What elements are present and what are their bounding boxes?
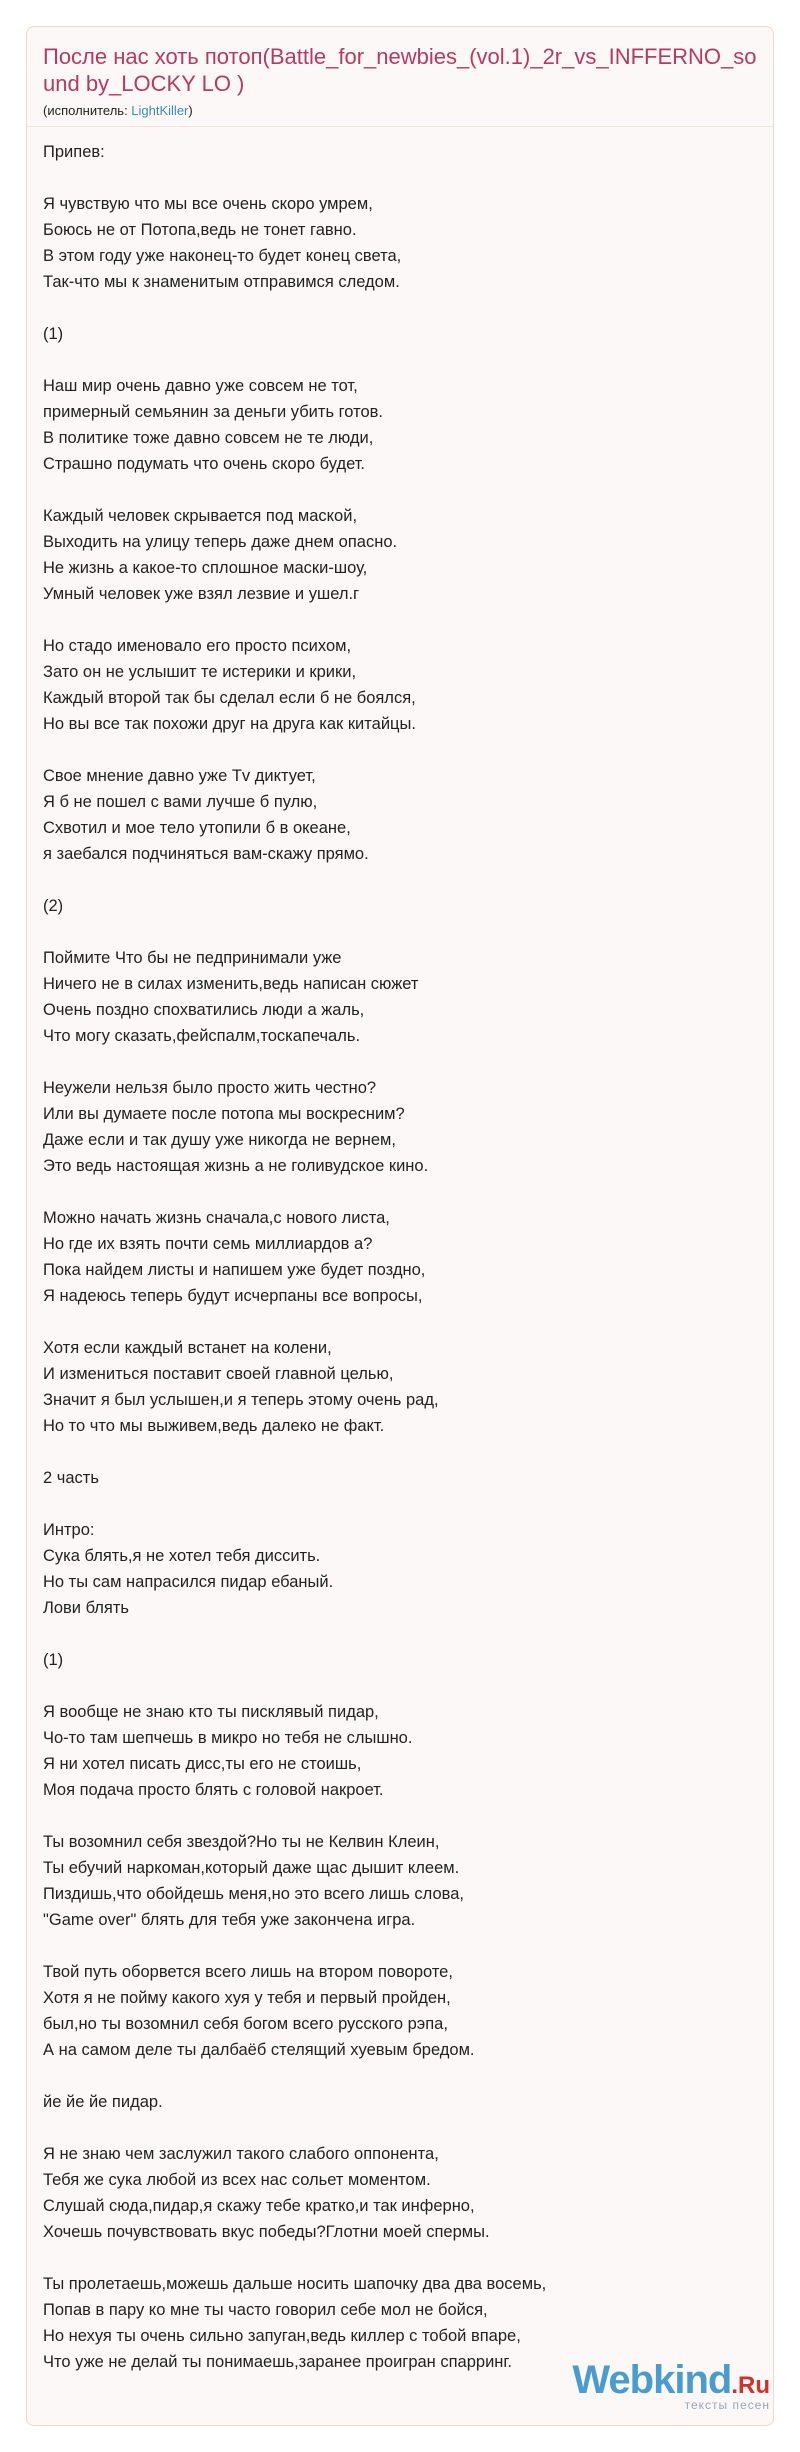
artist-suffix: ) bbox=[188, 103, 193, 118]
lyrics-line: Я ни хотел писать дисс,ты его не стоишь, bbox=[43, 1755, 362, 1773]
site-logo[interactable] bbox=[560, 2358, 770, 2418]
lyrics-line: (2) bbox=[43, 897, 64, 915]
lyrics-body bbox=[27, 127, 773, 2375]
lyrics-line: Интро: bbox=[43, 1521, 95, 1539]
lyrics-line: Очень поздно спохватились люди а жаль, bbox=[43, 1001, 365, 1019]
lyrics-card bbox=[26, 26, 774, 2426]
lyrics-line: Но где их взять почти семь миллиардов а? bbox=[43, 1235, 373, 1253]
lyrics-line: Выходить на улицу теперь даже днем опасно. bbox=[43, 533, 398, 551]
lyrics-blank-line bbox=[43, 1309, 757, 1335]
lyrics-blank-line bbox=[43, 737, 757, 763]
lyrics-line: Так-что мы к знаменитым отправимся следом. bbox=[43, 273, 400, 291]
lyrics-line: я заебался подчиняться вам-скажу прямо. bbox=[43, 845, 369, 863]
lyrics-line: Слушай сюда,пидар,я скажу тебе кратко,и так инферно, bbox=[43, 2197, 475, 2215]
lyrics-blank-line bbox=[43, 1933, 757, 1959]
lyrics-line: Боюсь не от Потопа,ведь не тонет гавно. bbox=[43, 221, 357, 239]
lyrics-line: Неужели нельзя было просто жить честно? bbox=[43, 1079, 377, 1097]
song-header bbox=[27, 27, 773, 127]
lyrics-line: Схвотил и мое тело утопили б в океане, bbox=[43, 819, 351, 837]
lyrics-line: Зато он не услышит те истерики и крики, bbox=[43, 663, 357, 681]
lyrics-blank-line bbox=[43, 2063, 757, 2089]
lyrics-blank-line bbox=[43, 347, 757, 373]
lyrics-line: Попав в пару ко мне ты часто говорил себе мол не бойся, bbox=[43, 2301, 488, 2319]
lyrics-blank-line bbox=[43, 2115, 757, 2141]
lyrics-line: Но ты сам напрасился пидар ебаный. bbox=[43, 1573, 334, 1591]
lyrics-line: 2 часть bbox=[43, 1469, 99, 1487]
lyrics-line: Ты возомнил себя звездой?Но ты не Келвин Клеин, bbox=[43, 1833, 440, 1851]
lyrics-line: Ничего не в силах изменить,ведь написан сюжет bbox=[43, 975, 419, 993]
lyrics-blank-line bbox=[43, 867, 757, 893]
artist-prefix: (исполнитель: bbox=[43, 103, 132, 118]
lyrics-line: Что уже не делай ты понимаешь,заранее проигран спарринг. bbox=[43, 2353, 513, 2371]
lyrics-line: Ты пролетаешь,можешь дальше носить шапочку два два восемь, bbox=[43, 2275, 547, 2293]
lyrics-blank-line bbox=[43, 1049, 757, 1075]
lyrics-line: Умный человек уже взял лезвие и ушел.г bbox=[43, 585, 360, 603]
lyrics-line: Хочешь почувствовать вкус победы?Глотни моей спермы. bbox=[43, 2223, 490, 2241]
lyrics-line: В политике тоже давно совсем не те люди, bbox=[43, 429, 374, 447]
lyrics-line: Хотя я не пойму какого хуя у тебя и первый пройден, bbox=[43, 1989, 451, 2007]
lyrics-blank-line bbox=[43, 2245, 757, 2271]
lyrics-line: Я не знаю чем заслужил такого слабого оппонента, bbox=[43, 2145, 439, 2163]
logo-subtitle: тексты песен bbox=[684, 2398, 770, 2412]
lyrics-line: Каждый второй так бы сделал если б не боялся, bbox=[43, 689, 416, 707]
lyrics-blank-line bbox=[43, 295, 757, 321]
lyrics-line: был,но ты возомнил себя богом всего русского рэпа, bbox=[43, 2015, 448, 2033]
lyrics-line: Страшно подумать что очень скоро будет. bbox=[43, 455, 366, 473]
lyrics-line: Но вы все так похожи друг на друга как китайцы. bbox=[43, 715, 416, 733]
lyrics-line: Чо-то там шепчешь в микро но тебя не слышно. bbox=[43, 1729, 413, 1747]
lyrics-blank-line bbox=[43, 1673, 757, 1699]
lyrics-line: Каждый человек скрывается под маской, bbox=[43, 507, 358, 525]
logo-main-text: Webkind bbox=[572, 2358, 732, 2402]
lyrics-blank-line bbox=[43, 1803, 757, 1829]
lyrics-line: И измениться поставит своей главной целью, bbox=[43, 1365, 394, 1383]
lyrics-blank-line bbox=[43, 165, 757, 191]
lyrics-line: Свое мнение давно уже Tv диктует, bbox=[43, 767, 316, 785]
lyrics-blank-line bbox=[43, 919, 757, 945]
lyrics-line: Но нехуя ты очень сильно запуган,ведь киллер с тобой впаре, bbox=[43, 2327, 521, 2345]
lyrics-line: Тебя же сука любой из всех нас сольет моментом. bbox=[43, 2171, 431, 2189]
lyrics-line: Наш мир очень давно уже совсем не тот, bbox=[43, 377, 358, 395]
lyrics-line: Я б не пошел с вами лучше б пулю, bbox=[43, 793, 318, 811]
lyrics-line: Моя подача просто блять с головой накроет. bbox=[43, 1781, 384, 1799]
lyrics-blank-line bbox=[43, 1621, 757, 1647]
lyrics-line: (1) bbox=[43, 1651, 64, 1669]
lyrics-line: Но то что мы выживем,ведь далеко не факт. bbox=[43, 1417, 385, 1435]
lyrics-line: Можно начать жизнь сначала,с нового листа, bbox=[43, 1209, 390, 1227]
lyrics-line: Поймите Что бы не педпринимали уже bbox=[43, 949, 342, 967]
lyrics-line: Пока найдем листы и напишем уже будет поздно, bbox=[43, 1261, 426, 1279]
lyrics-blank-line bbox=[43, 477, 757, 503]
lyrics-line: Что могу сказать,фейспалм,тоскапечаль. bbox=[43, 1027, 361, 1045]
lyrics-line: Но стадо именовало его просто психом, bbox=[43, 637, 352, 655]
lyrics-line: Или вы думаете после потопа мы воскресним? bbox=[43, 1105, 405, 1123]
song-title: После нас хоть потоп(Battle_for_newbies_(vol.1)_2r_vs_INFFERNO_sound by_LOCKY LO ) bbox=[43, 44, 757, 96]
logo-tld-text: .Ru bbox=[731, 2372, 770, 2399]
lyrics-line: Пиздишь,что обойдешь меня,но это всего лишь слова, bbox=[43, 1885, 464, 1903]
lyrics-line: Я надеюсь теперь будут исчерпаны все вопросы, bbox=[43, 1287, 423, 1305]
lyrics-line: Это ведь настоящая жизнь а не голивудское кино. bbox=[43, 1157, 429, 1175]
lyrics-line: Значит я был услышен,и я теперь этому очень рад, bbox=[43, 1391, 439, 1409]
lyrics-line: Я чувствую что мы все очень скоро умрем, bbox=[43, 195, 373, 213]
lyrics-blank-line bbox=[43, 1491, 757, 1517]
lyrics-line: Твой путь оборвется всего лишь на втором повороте, bbox=[43, 1963, 453, 1981]
lyrics-line: примерный семьянин за деньги убить готов. bbox=[43, 403, 383, 421]
lyrics-line: (1) bbox=[43, 325, 64, 343]
lyrics-line: Не жизнь а какое-то сплошное маски-шоу, bbox=[43, 559, 368, 577]
lyrics-line: "Game over" блять для тебя уже закончена игра. bbox=[43, 1911, 416, 1929]
lyrics-line: Даже если и так душу уже никогда не вернем, bbox=[43, 1131, 396, 1149]
artist-line bbox=[43, 103, 757, 118]
lyrics-line: Хотя если каждый встанет на колени, bbox=[43, 1339, 332, 1357]
lyrics-line: Ты ебучий наркоман,который даже щас дышит клеем. bbox=[43, 1859, 460, 1877]
lyrics-line: Сука блять,я не хотел тебя диссить. bbox=[43, 1547, 321, 1565]
lyrics-blank-line bbox=[43, 1439, 757, 1465]
lyrics-line: Лови блять bbox=[43, 1599, 129, 1617]
lyrics-blank-line bbox=[43, 607, 757, 633]
artist-link[interactable]: LightKiller bbox=[131, 103, 189, 118]
lyrics-line: Припев: bbox=[43, 143, 105, 161]
lyrics-blank-line bbox=[43, 1179, 757, 1205]
lyrics-line: Я вообще не знаю кто ты писклявый пидар, bbox=[43, 1703, 379, 1721]
lyrics-line: йе йе йе пидар. bbox=[43, 2093, 163, 2111]
lyrics-line: В этом году уже наконец-то будет конец света, bbox=[43, 247, 402, 265]
lyrics-line: А на самом деле ты далбаёб стелящий хуевым бредом. bbox=[43, 2041, 475, 2059]
